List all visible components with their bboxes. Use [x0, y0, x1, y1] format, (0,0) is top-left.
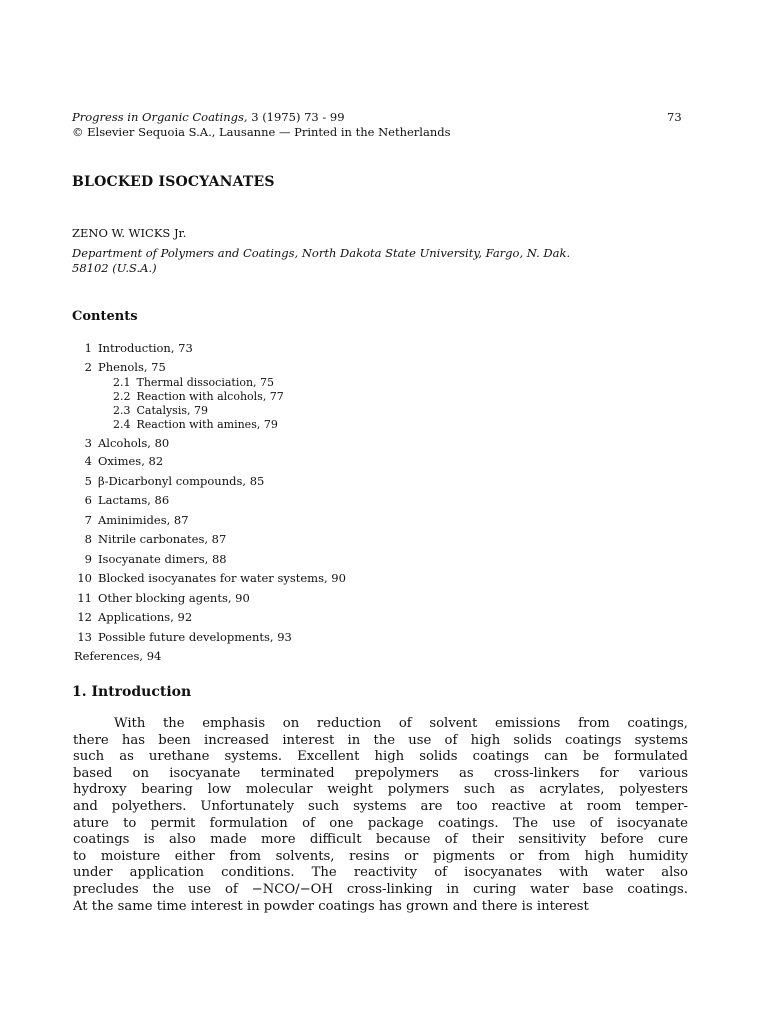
toc-item-number: 11 [77, 590, 92, 605]
toc-item-number: 5 [84, 473, 92, 488]
body-paragraph [73, 716, 688, 915]
toc-subitem [72, 390, 632, 404]
paragraph-line: hydroxy bearing low molecular weight polymers such as acrylates, polyesters [73, 782, 688, 798]
copyright-line: © Elsevier Sequoia S.A., Lausanne — Printed in the Netherlands [72, 125, 451, 139]
toc-item-text: Other blocking agents, 90 [98, 590, 250, 605]
toc-item-text: β-Dicarbonyl compounds, 85 [98, 473, 265, 488]
toc-subitem-number: 2.3 [113, 403, 131, 417]
toc-item-number: 4 [84, 454, 92, 469]
toc-item-text: Alcohols, 80 [98, 436, 170, 451]
toc-item [72, 569, 632, 589]
paragraph-line: such as urethane systems. Excellent high solids coatings can be formulated [73, 749, 688, 765]
toc-item-number: 6 [84, 493, 92, 508]
toc-references: References, 94 [74, 649, 162, 664]
toc-item-number: 13 [77, 629, 92, 644]
toc-item-number: 9 [84, 551, 92, 566]
toc-item [72, 491, 632, 511]
toc-subitem [72, 418, 632, 432]
author-name: ZENO W. WICKS Jr. [72, 226, 187, 240]
toc-item [72, 550, 632, 570]
toc-subitem-number: 2.2 [113, 389, 131, 403]
toc-item-text: Lactams, 86 [98, 493, 170, 508]
paragraph-line: there has been increased interest in the use of high solids coatings systems [73, 732, 688, 748]
toc-item [72, 339, 632, 359]
paragraph-line: precludes the use of −NCO/−OH cross-linking in curing water base coatings. [73, 881, 688, 897]
paragraph-line: under application conditions. The reactivity of isocyanates with water also [73, 865, 688, 881]
toc-item-text: Nitrile carbonates, 87 [98, 532, 227, 547]
toc-item [72, 608, 632, 628]
table-of-contents [72, 339, 632, 667]
affiliation-line: Department of Polymers and Coatings, North Dakota State University, Fargo, N. Dak. [72, 246, 571, 260]
toc-subitem-text: Reaction with alcohols, 77 [136, 389, 284, 403]
toc-subitem [72, 404, 632, 418]
paragraph-line: and polyethers. Unfortunately such systems are too reactive at room temper- [73, 798, 688, 814]
journal-reference: 3 (1975) 73 - 99 [247, 110, 345, 124]
toc-item-number: 3 [84, 436, 92, 451]
journal-citation [72, 110, 345, 125]
toc-subitem-text: Catalysis, 79 [136, 403, 208, 417]
toc-item-text: Aminimides, 87 [98, 512, 189, 527]
toc-item-number: 10 [77, 571, 92, 586]
toc-item-text: Blocked isocyanates for water systems, 90 [98, 571, 346, 586]
contents-heading: Contents [72, 309, 138, 324]
author-affiliation [72, 246, 692, 276]
toc-item-number: 7 [84, 512, 92, 527]
toc-item [72, 359, 632, 376]
toc-item-text: Oximes, 82 [98, 454, 164, 469]
toc-item-text: Applications, 92 [98, 610, 193, 625]
toc-item [72, 432, 632, 452]
toc-subitem-number: 2.4 [113, 418, 131, 432]
toc-item [72, 530, 632, 550]
toc-item [72, 511, 632, 531]
paragraph-line: to moisture either from solvents, resins or pigments or from high humidity [73, 848, 688, 864]
toc-item [72, 589, 632, 609]
toc-subitem [72, 376, 632, 390]
toc-item-text: Introduction, 73 [98, 341, 193, 355]
toc-item-number: 2 [84, 359, 92, 374]
page-number: 73 [667, 110, 682, 124]
paragraph-line: With the emphasis on reduction of solvent emissions from coatings, [114, 716, 688, 731]
toc-subitem-number: 2.1 [113, 375, 131, 389]
paragraph-line: ature to permit formulation of one package coatings. The use of isocyanate [73, 815, 688, 831]
paragraph-line: coatings is also made more difficult because of their sensitivity before cure [73, 832, 688, 848]
toc-item-number: 8 [84, 532, 92, 547]
toc-item [72, 452, 632, 472]
toc-item-text: Isocyanate dimers, 88 [98, 551, 227, 566]
toc-subitem-text: Reaction with amines, 79 [136, 418, 278, 432]
toc-item [72, 472, 632, 492]
journal-name: Progress in Organic Coatings, [72, 110, 248, 124]
toc-item-text: Possible future developments, 93 [98, 629, 292, 644]
section-heading: 1. Introduction [72, 684, 192, 700]
toc-item-number: 12 [77, 610, 92, 625]
article-title: BLOCKED ISOCYANATES [72, 174, 275, 190]
toc-item [72, 628, 632, 648]
toc-subitem-text: Thermal dissociation, 75 [136, 375, 275, 389]
toc-item-text: Phenols, 75 [98, 359, 166, 374]
paragraph-line: based on isocyanate terminated prepolymers as cross-linkers for various [73, 765, 688, 781]
affiliation-line: 58102 (U.S.A.) [72, 261, 157, 275]
toc-item-number: 1 [84, 341, 92, 355]
paragraph-line: At the same time interest in powder coatings has grown and there is interest [73, 898, 589, 914]
